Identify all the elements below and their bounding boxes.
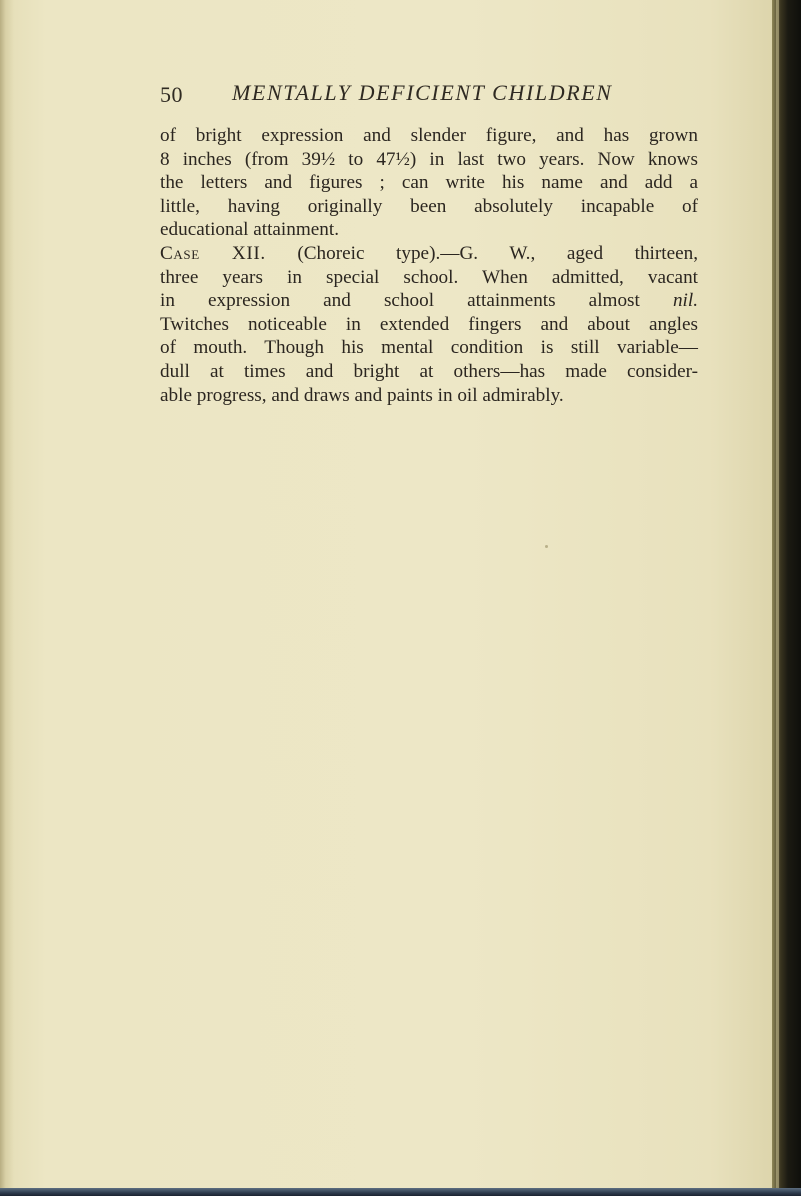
case-heading-line [160,242,698,266]
page-header [160,80,690,110]
text-line: Twitches noticeable in extended fingers and about angles [160,313,698,335]
nil-line [160,289,698,313]
running-title: MENTALLY DEFICIENT CHILDREN [232,80,613,105]
text-line: able progress, and draws and paints in oil admirably. [160,384,564,406]
body-text [160,124,698,407]
text-line: three years in special school. When admitted, vacant [160,266,698,288]
text-line: 8 inches (from 39½ to 47½) in last two years. Now knows [160,148,698,170]
text-line: educational attainment. [160,219,340,241]
text-line: the letters and figures ; can write his name and add a [160,172,698,194]
page-number: 50 [160,82,183,107]
text-line: little, having originally been absolutely incapable of [160,195,698,217]
page-bottom-edge [0,1188,801,1196]
nil-line-text: in expression and school attainments almost [160,290,640,312]
spine-highlight [776,0,779,1196]
text-line: dull at times and bright at others—has made consider- [160,360,698,382]
case-text: (Choreic type).—G. W., aged thirteen, [297,242,699,264]
paper-speck [545,545,548,548]
text-line: of mouth. Though his mental condition is still variable— [160,337,698,359]
nil-word: nil. [672,290,699,312]
case-label: Case XII. [160,242,266,264]
page-left-shadow [0,0,14,1188]
text-line: of bright expression and slender figure, and has grown [160,125,698,146]
